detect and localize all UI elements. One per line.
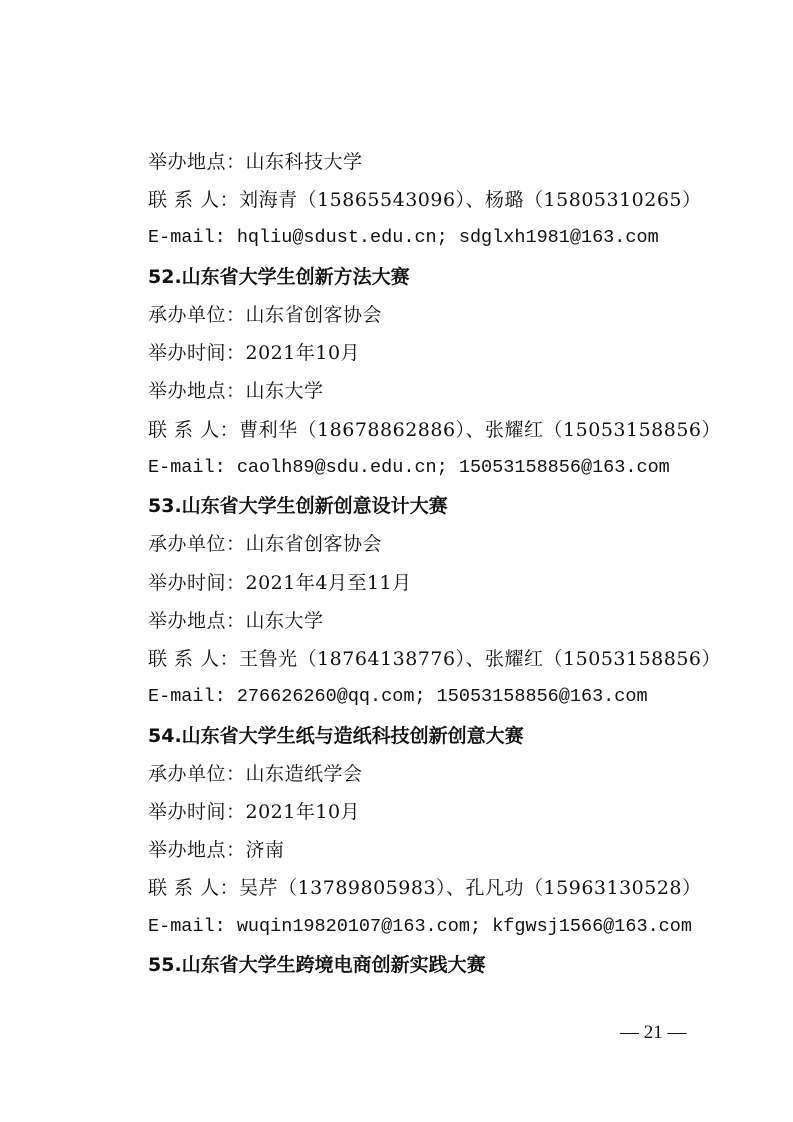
email-line: E-mail: wuqin19820107@163.com; kfgwsj1566@163.com: [148, 915, 692, 937]
text-line: 联 系 人：王鲁光（18764138776）、张耀红（15053158856）: [148, 648, 722, 671]
email-line: E-mail: hqliu@sdust.edu.cn; sdglxh1981@163.com: [148, 227, 659, 249]
text-line: 举办时间：2021年10月: [148, 800, 361, 823]
text-line: 举办地点：山东科技大学: [148, 151, 363, 173]
text-line: 承办单位：山东造纸学会: [148, 762, 363, 785]
section-heading: 55.山东省大学生跨境电商创新实践大赛: [148, 953, 486, 976]
email-line: E-mail: caolh89@sdu.edu.cn; 15053158856@163.com: [148, 456, 670, 478]
text-line: 联 系 人：吴芹（13789805983）、孔凡功（15963130528）: [148, 877, 702, 900]
text-line: 联 系 人：曹利华（18678862886）、张耀红（15053158856）: [148, 418, 722, 441]
section-heading: 53.山东省大学生创新创意设计大赛: [148, 495, 448, 518]
text-line: 举办时间：2021年10月: [148, 342, 361, 365]
document-body: [148, 143, 722, 984]
text-line: 举办地点：山东大学: [148, 380, 324, 403]
email-line: E-mail: 276626260@qq.com; 15053158856@163.com: [148, 686, 648, 708]
text-line: 举办地点：济南: [148, 839, 285, 862]
text-line: 举办时间：2021年4月至11月: [148, 571, 412, 594]
section-heading: 54.山东省大学生纸与造纸科技创新创意大赛: [148, 724, 524, 747]
page-number: — 21 —: [620, 1022, 687, 1043]
text-line: 承办单位：山东省创客协会: [148, 533, 383, 556]
section-heading: 52.山东省大学生创新方法大赛: [148, 265, 410, 288]
text-line: 联 系 人：刘海青（15865543096）、杨璐（15805310265）: [148, 189, 702, 212]
text-line: 举办地点：山东大学: [148, 609, 324, 632]
text-line: 承办单位：山东省创客协会: [148, 303, 383, 326]
